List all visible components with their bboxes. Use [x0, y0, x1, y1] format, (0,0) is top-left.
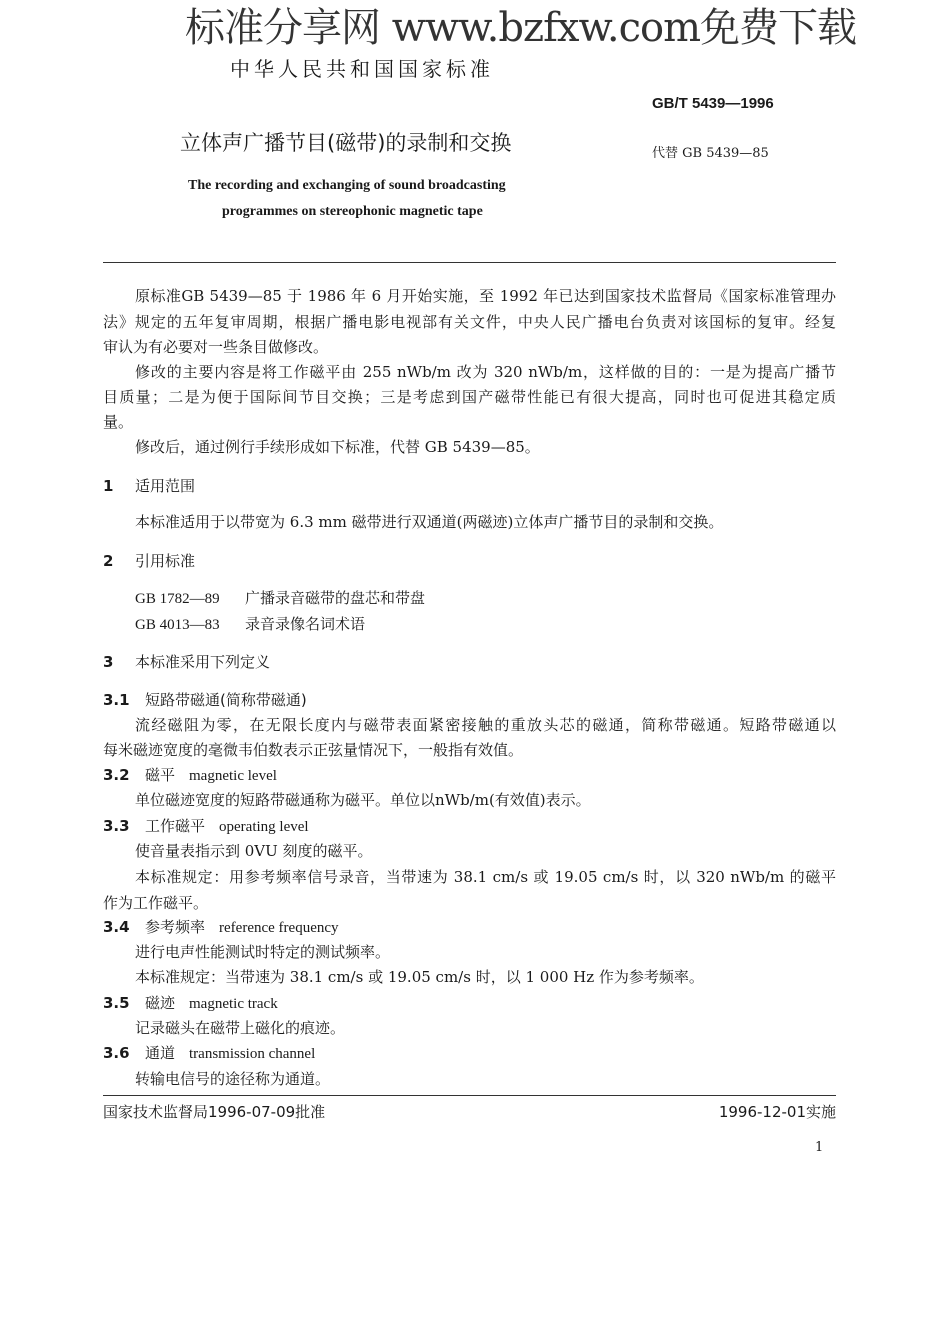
definition-text: 单位磁迹宽度的短路带磁通称为磁平。单位以nWb/m(有效值)表示。	[135, 791, 591, 809]
definition-number: 3.5	[103, 994, 130, 1012]
reference-title: 录音录像名词术语	[245, 615, 366, 633]
page-title: 立体声广播节目(磁带)的录制和交换	[180, 131, 512, 155]
definition-text: 使音量表指示到 0VU 刻度的磁平。	[135, 842, 373, 860]
watermark: 标准分享网 www.bzfxw.com免费下载	[185, 5, 857, 51]
reference-title: 广播录音磁带的盘芯和带盘	[245, 589, 426, 607]
section-number: 3	[103, 653, 114, 671]
reference-item	[135, 614, 836, 635]
foreword-line: 量。	[103, 413, 134, 431]
foreword-line: 修改的主要内容是将工作磁平由 255 nWb/m 改为 320 nWb/m，这样做的目的：一是为提高广播节	[135, 363, 836, 381]
effective-date: 1996-12-01实施	[718, 1103, 836, 1121]
approval-date: 国家技术监督局1996-07-09批准	[103, 1103, 326, 1121]
national-standard-label: 中华人民共和国国家标准	[230, 57, 494, 81]
definition-text: 记录磁头在磁带上磁化的痕迹。	[135, 1019, 346, 1037]
english-title-line-1: The recording and exchanging of sound broadcasting	[188, 178, 506, 193]
replaces-note: 代替 GB 5439—85	[652, 146, 769, 161]
foreword-line: 法》规定的五年复审周期，根据广播电影电视部有关文件，中央人民广播电台负责对该国标的复审。经复	[103, 313, 836, 331]
definition-3-6-heading	[103, 1043, 315, 1064]
definition-text: 进行电声性能测试时特定的测试频率。	[135, 943, 391, 961]
definition-number: 3.3	[103, 817, 130, 835]
footer-divider	[103, 1095, 836, 1096]
reference-item	[135, 588, 836, 609]
definition-text: 流经磁阻为零，在无限长度内与磁带表面紧密接触的重放头芯的磁通，简称带磁通。短路带磁通以	[135, 716, 836, 734]
definition-text: 转输电信号的途径称为通道。	[135, 1070, 331, 1088]
definition-3-5-heading	[103, 993, 278, 1014]
definition-english: magnetic level	[189, 768, 277, 784]
foreword-line: 目质量；二是为便于国际间节目交换；三是考虑到国产磁带性能已有很大提高，同时也可促进其稳定质	[103, 388, 836, 406]
english-title-line-2: programmes on stereophonic magnetic tape	[222, 204, 483, 219]
section-title: 适用范围	[135, 477, 196, 495]
header-divider	[103, 262, 836, 263]
definition-number: 3.4	[103, 918, 130, 936]
definition-title: 工作磁平	[145, 817, 206, 835]
reference-code: GB 4013—83	[135, 617, 220, 633]
definition-text: 本标准规定：当带速为 38.1 cm/s 或 19.05 cm/s 时，以 1 000 Hz 作为参考频率。	[135, 968, 704, 986]
definition-title: 磁迹	[145, 994, 176, 1012]
definition-text: 作为工作磁平。	[103, 894, 209, 912]
definition-3-3-heading	[103, 816, 309, 837]
section-2-heading	[103, 551, 195, 571]
definition-english: reference frequency	[219, 920, 339, 936]
definition-text: 每米磁迹宽度的毫微韦伯数表示正弦量情况下，一般指有效值。	[103, 741, 524, 759]
definition-title: 通道	[145, 1044, 176, 1062]
definition-english: magnetic track	[189, 996, 278, 1012]
definition-english: operating level	[219, 819, 309, 835]
definition-3-1-heading	[103, 690, 307, 710]
definition-title: 短路带磁通(简称带磁通)	[145, 691, 307, 709]
section-number: 1	[103, 477, 114, 495]
definition-title: 磁平	[145, 766, 176, 784]
foreword-line: 修改后，通过例行手续形成如下标准，代替 GB 5439—85。	[135, 438, 540, 456]
foreword-line: 审认为有必要对一些条目做修改。	[103, 338, 329, 356]
definition-number: 3.1	[103, 691, 130, 709]
standard-code: GB/T 5439—1996	[652, 95, 774, 112]
foreword-line: 原标准GB 5439—85 于 1986 年 6 月开始实施，至 1992 年已达到国家技术监督局《国家标准管理办	[135, 287, 836, 305]
definition-3-4-heading	[103, 917, 339, 938]
definition-3-2-heading	[103, 765, 277, 786]
definition-number: 3.6	[103, 1044, 130, 1062]
definition-number: 3.2	[103, 766, 130, 784]
definition-text: 本标准规定：用参考频率信号录音，当带速为 38.1 cm/s 或 19.05 cm/s 时，以 320 nWb/m 的磁平	[135, 868, 836, 886]
section-1-text: 本标准适用于以带宽为 6.3 mm 磁带进行双通道(两磁迹)立体声广播节目的录制和交换。	[135, 513, 724, 531]
reference-code: GB 1782—89	[135, 591, 220, 607]
section-number: 2	[103, 552, 114, 570]
page-number: 1	[815, 1140, 824, 1155]
section-1-heading	[103, 476, 195, 496]
section-title: 引用标准	[135, 552, 196, 570]
definition-title: 参考频率	[145, 918, 206, 936]
section-3-heading	[103, 652, 270, 672]
definition-english: transmission channel	[189, 1046, 316, 1062]
section-title: 本标准采用下列定义	[135, 653, 271, 671]
